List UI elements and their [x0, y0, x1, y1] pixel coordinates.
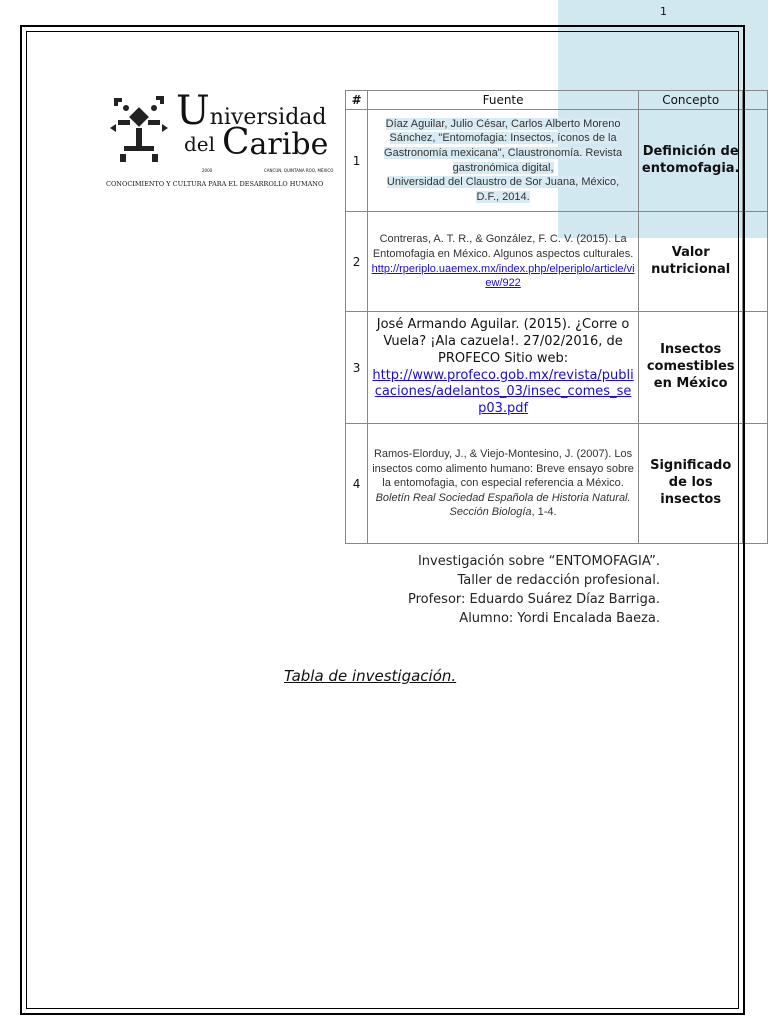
- logo-caribe: Caribe: [222, 122, 329, 163]
- table-row: [346, 424, 768, 544]
- row-number: 3: [346, 312, 368, 424]
- university-logo: [104, 88, 336, 198]
- logo-tagline: CONOCIMIENTO Y CULTURA PARA EL DESARROLLO HUMANO: [106, 180, 324, 188]
- research-table: [345, 90, 768, 544]
- header-number: #: [346, 91, 368, 110]
- row-source: Ramos-Elorduy, J., & Viejo-Montesino, J. (2007). Los insectos como alimento humano: Breve ensayo sobre la entomofagia, con especial referencia a México. Boletín Real Sociedad Española de Historia Natural. Sección Biología, 1-4.: [368, 424, 639, 544]
- info-professor: Profesor: Eduardo Suárez Díaz Barriga.: [407, 592, 660, 607]
- table-row: [346, 110, 768, 212]
- header-concept: Concepto: [638, 91, 743, 110]
- document-info: [408, 552, 660, 628]
- logo-universidad: Universidad: [176, 88, 327, 134]
- logo-year: 2000: [202, 168, 213, 173]
- header-extra: [743, 91, 768, 110]
- row-source: Contreras, A. T. R., & González, F. C. V. (2015). La Entomofagia en México. Algunos aspectos culturales. http://rperiplo.uaemex.mx/index.php/elperiplo/article/view/922: [368, 212, 639, 312]
- row-number: 2: [346, 212, 368, 312]
- document-title: Tabla de investigación.: [284, 667, 457, 685]
- university-seal-icon: [104, 88, 174, 168]
- row-concept: Valor nutricional: [638, 212, 743, 312]
- row-number: 1: [346, 110, 368, 212]
- source-link[interactable]: http://www.profeco.gob.mx/revista/publicaciones/adelantos_03/insec_comes_sep03.pdf: [372, 367, 634, 417]
- table-row: [346, 212, 768, 312]
- info-student: Alumno: Yordi Encalada Baeza.: [459, 611, 660, 626]
- row-concept: Significado de los insectos: [638, 424, 743, 544]
- header-source: Fuente: [368, 91, 639, 110]
- table-row: [346, 312, 768, 424]
- row-number: 4: [346, 424, 368, 544]
- info-topic: Investigación sobre “ENTOMOFAGIA”.: [417, 554, 660, 569]
- row-concept: Definición de entomofagia.: [638, 110, 743, 212]
- row-concept: Insectos comestibles en México: [638, 312, 743, 424]
- table-header-row: [346, 91, 768, 110]
- logo-del: del: [184, 132, 216, 156]
- page-number: 1: [660, 5, 667, 18]
- info-course: Taller de redacción profesional.: [457, 573, 660, 588]
- row-source: José Armando Aguilar. (2015). ¿Corre o Vuela? ¡Ala cazuela!. 27/02/2016, de PROFECO Sitio web: http://www.profeco.gob.mx/revista/publicaciones/adelantos_03/insec_comes_sep03.pdf: [368, 312, 639, 424]
- source-link[interactable]: http://rperiplo.uaemex.mx/index.php/elperiplo/article/view/922: [371, 262, 635, 290]
- logo-location: CANCÚN, QUINTANA ROO, MÉXICO: [264, 168, 334, 173]
- row-source: Díaz Aguilar, Julio César, Carlos Alberto Moreno Sánchez, "Entomofagia: Insectos, íconos de la Gastronomía mexicana", Claustronomía. Revista gastronómica digital, Universidad del Claustro de Sor Juana, México, D.F., 2014.: [368, 110, 639, 212]
